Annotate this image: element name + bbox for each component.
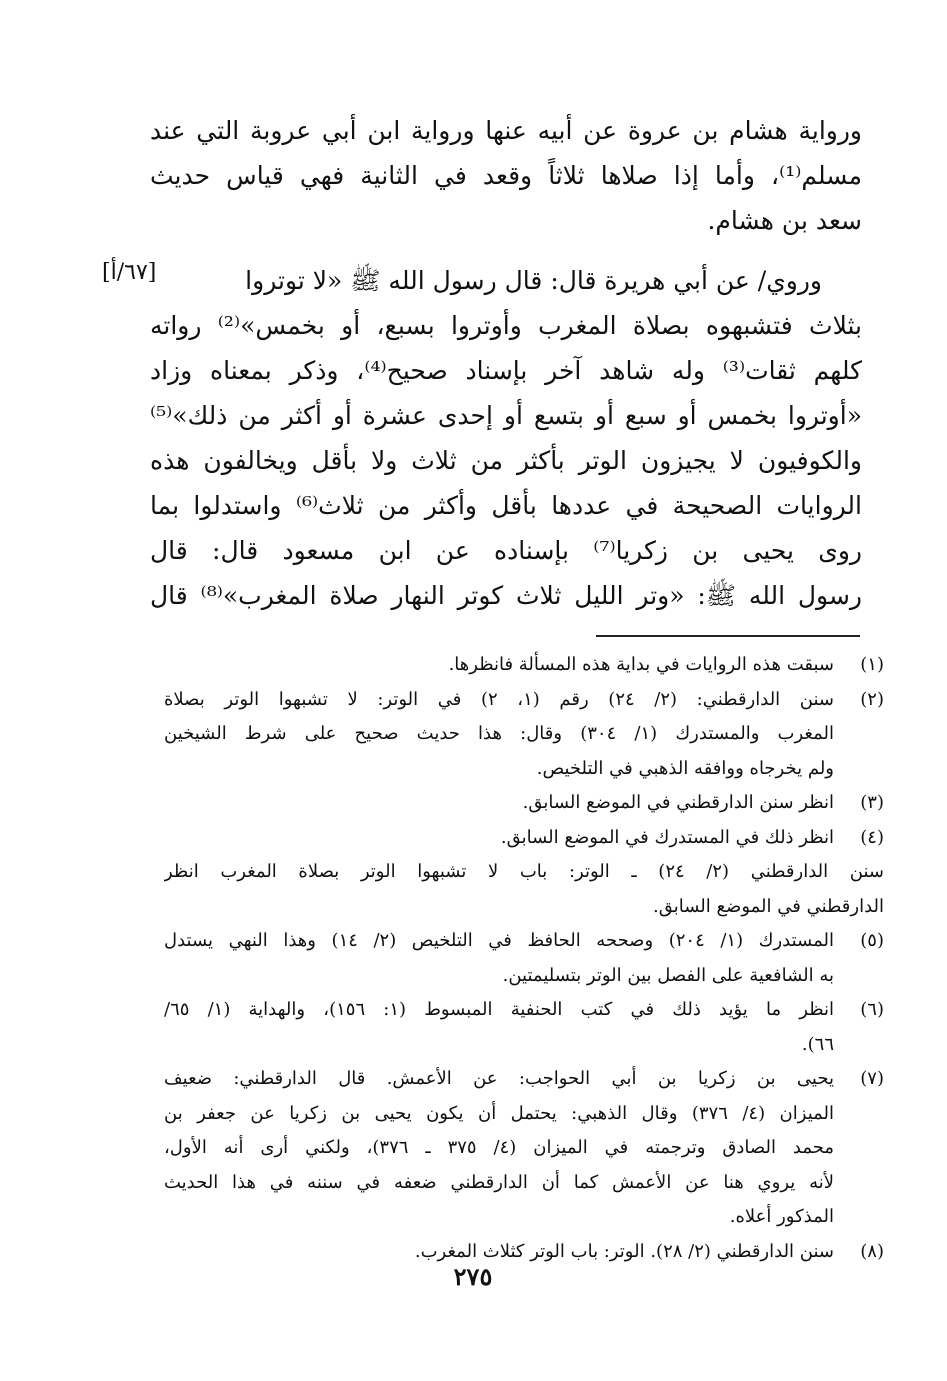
footnote-line: انظر ما يؤيد ذلك في كتب الحنفية المبسوط (١: ١٥٦)، والهداية (١/ ٦٥/ (164, 999, 834, 1020)
folio-marker: [٦٧/أ] (102, 260, 157, 285)
text-line: الروايات الصحيحة في عددها بأقل وأكثر من ثلاث⁽⁶⁾ واستدلوا بما (150, 491, 862, 520)
footnote-line: سنن الدارقطني (٢/ ٢٨). الوتر: باب الوتر كثلاث المغرب. (414, 1240, 834, 1262)
text-line: سعد بن هشام. (707, 206, 862, 235)
footnote-line: المذكور أعلاه. (729, 1206, 834, 1227)
text-line: روى يحيى بن زكريا⁽⁷⁾ بإسناده عن ابن مسعود قال: قال (150, 536, 862, 565)
footnote-number: (١) (860, 654, 884, 675)
footnote-4 (164, 821, 884, 925)
footnote-line: سنن الدارقطني (٢/ ٢٤) ـ الوتر: باب لا تشبهوا الوتر بصلاة المغرب انظر (164, 861, 884, 882)
text-line: ورواية هشام بن عروة عن أبيه عنها ورواية ابن أبي عروبة التي عند (150, 116, 862, 145)
footnote-number: (٥) (860, 930, 884, 951)
footnote-3 (164, 786, 884, 821)
footnote-6 (164, 993, 884, 1062)
page-number: ٢٧٥ (453, 1262, 493, 1291)
footnote-line: به الشافعية على الفصل بين الوتر بتسليمتين. (502, 964, 834, 986)
text-line: وروي/ عن أبي هريرة قال: قال رسول الله ﷺ «لا توتروا (245, 266, 822, 295)
text-line: «أوتروا بخمس أو سبع أو بتسع أو إحدى عشرة أو أكثر من ذلك»⁽⁵⁾ (150, 401, 862, 430)
footnote-7 (164, 1062, 884, 1235)
footnote-number: (٦) (860, 999, 884, 1020)
text-line: كلهم ثقات⁽³⁾ وله شاهد آخر بإسناد صحيح⁽⁴⁾، وذكر بمعناه وزاد (150, 356, 862, 385)
footnote-line: يحيى بن زكريا بن أبي الحواجب: عن الأعمش. قال الدارقطني: ضعيف (164, 1068, 834, 1089)
footnote-line: الدارقطني في الموضع السابق. (652, 895, 884, 917)
footnote-line: المغرب والمستدرك (١/ ٣٠٤) وقال: هذا حديث صحيح على شرط الشيخين (164, 723, 834, 744)
footnote-line: المستدرك (١/ ٢٠٤) وصححه الحافظ في التلخيص (٢/ ١٤) وهذا النهي يستدل (164, 930, 834, 951)
text-line: بثلاث فتشبهوه بصلاة المغرب وأوتروا بسبع، أو بخمس»⁽²⁾ رواته (150, 311, 862, 340)
paragraph-1 (150, 108, 862, 243)
footnote-number: (٢) (860, 688, 884, 710)
footnote-line: انظر سنن الدارقطني في الموضع السابق. (522, 792, 834, 813)
footnote-line: لأنه يروي هنا عن الأعمش كما أن الدارقطني ضعفه في سننه في هذا الحديث (164, 1171, 834, 1193)
text-line: مسلم⁽¹⁾، وأما إذا صلاها ثلاثاً وقعد في الثانية فهي قياس حديث (150, 161, 862, 190)
text-line: رسول الله ﷺ: «وتر الليل ثلاث كوتر النهار صلاة المغرب»⁽⁸⁾ قال (150, 581, 862, 610)
text-line: والكوفيون لا يجيزون الوتر بأكثر من ثلاث ولا بأقل ويخالفون هذه (150, 446, 862, 475)
footnote-number: (٤) (860, 826, 884, 848)
footnote-line: محمد الصادق وترجمته في الميزان (٤/ ٣٧٥ ـ ٣٧٦)، ولكني أرى أنه الأول، (164, 1137, 834, 1158)
footnote-line: سبقت هذه الروايات في بداية هذه المسألة فانظرها. (448, 654, 834, 675)
footnote-1 (164, 648, 884, 683)
footnote-number: (٨) (860, 1240, 884, 1262)
footnote-line: الميزان (٤/ ٣٧٦) وقال الذهبي: يحتمل أن يكون يحيى بن زكريا عن جعفر بن (164, 1102, 834, 1124)
footnote-8 (164, 1235, 884, 1270)
footnote-divider (596, 635, 860, 637)
footnote-line: ولم يخرجاه ووافقه الذهبي في التلخيص. (536, 757, 834, 779)
footnote-number: (٣) (860, 792, 884, 813)
footnote-line: انظر ذلك في المستدرك في الموضع السابق. (500, 826, 834, 848)
footnote-line: سنن الدارقطني: (٢/ ٢٤) رقم (١، ٢) في الوتر: لا تشبهوا الوتر بصلاة (164, 688, 834, 710)
paragraph-2 (150, 258, 862, 618)
footnote-5 (164, 924, 884, 993)
footnotes (164, 648, 884, 1269)
footnote-line: ٦٦). (801, 1033, 834, 1055)
footnote-number: (٧) (860, 1068, 884, 1089)
footnote-2 (164, 683, 884, 787)
